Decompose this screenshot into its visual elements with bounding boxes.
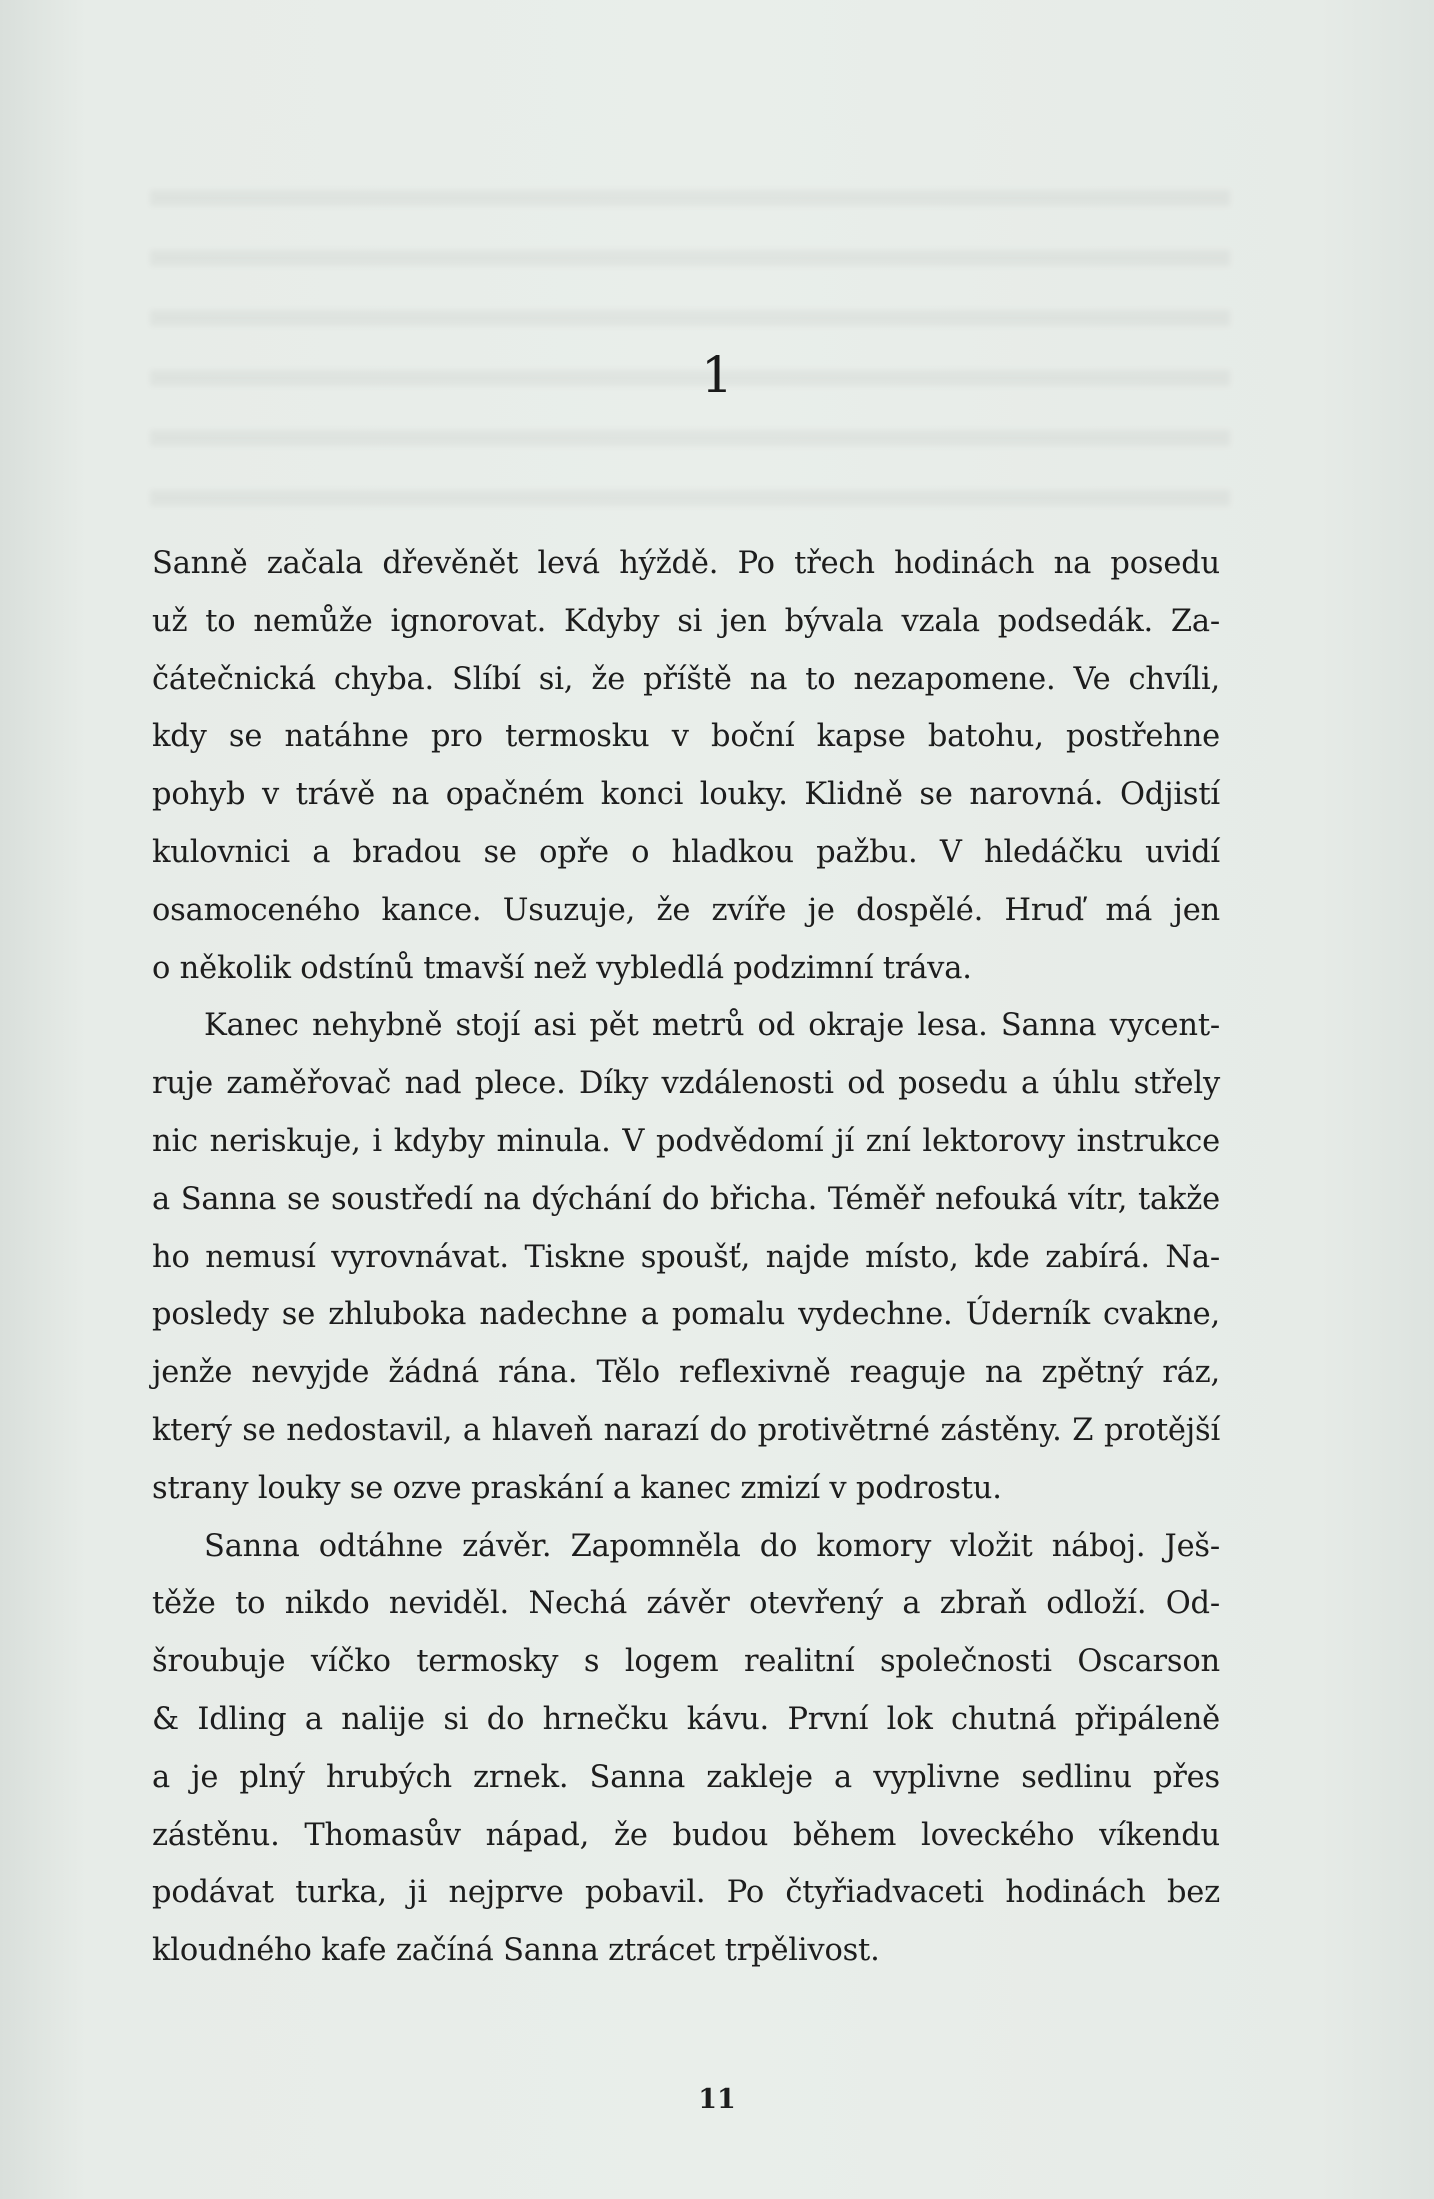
text-line: kdy se natáhne pro termosku v boční kapse batohu, postřehne — [152, 719, 1220, 755]
text-line: o několik odstínů tmavší než vybledlá podzimní tráva. — [152, 950, 972, 986]
paragraph — [152, 535, 1220, 997]
text-line: ruje zaměřovač nad plece. Díky vzdálenosti od posedu a úhlu střely — [152, 1066, 1220, 1102]
text-line: ho nemusí vyrovnávat. Tiskne spoušť, najde místo, kde zabírá. Na- — [152, 1239, 1220, 1275]
text-line: jenže nevyjde žádná rána. Tělo reflexivně reaguje na zpětný ráz, — [152, 1355, 1220, 1391]
body-text — [152, 535, 1220, 1980]
text-line: nic neriskuje, i kdyby minula. V podvědomí jí zní lektorovy instrukce — [152, 1123, 1220, 1159]
chapter-number: 1 — [701, 346, 733, 404]
text-line: Sanně začala dřevěnět levá hýždě. Po třech hodinách na posedu — [152, 546, 1220, 581]
paragraph — [152, 1518, 1220, 1980]
text-line: a je plný hrubých zrnek. Sanna zakleje a vyplivne sedlinu přes — [152, 1759, 1220, 1795]
text-line: & Idling a nalije si do hrnečku kávu. První lok chutná připáleně — [152, 1701, 1220, 1737]
text-line: podávat turka, ji nejprve pobavil. Po čtyřiadvaceti hodinách bez — [152, 1875, 1220, 1911]
text-line: a Sanna se soustředí na dýchání do břicha. Téměř nefouká vítr, takže — [152, 1181, 1220, 1217]
text-line: už to nemůže ignorovat. Kdyby si jen bývala vzala podsedák. Za- — [152, 603, 1220, 639]
text-line: šroubuje víčko termosky s logem realitní společnosti Oscarson — [152, 1644, 1220, 1680]
text-line: zástěnu. Thomasův nápad, že budou během loveckého víkendu — [152, 1817, 1220, 1853]
text-line: osamoceného kance. Usuzuje, že zvíře je dospělé. Hruď má jen — [152, 892, 1220, 928]
text-line: posledy se zhluboka nadechne a pomalu vydechne. Úderník cvakne, — [152, 1297, 1220, 1333]
text-line: strany louky se ozve praskání a kanec zmizí v podrostu. — [152, 1470, 1002, 1506]
text-line: Sanna odtáhne závěr. Zapomněla do komory vložit náboj. Ješ- — [204, 1528, 1220, 1564]
text-line: který se nedostavil, a hlaveň narazí do protivětrné zástěny. Z protější — [152, 1412, 1220, 1448]
text-line: pohyb v trávě na opačném konci louky. Klidně se narovná. Odjistí — [152, 777, 1220, 813]
text-line: kloudného kafe začíná Sanna ztrácet trpělivost. — [152, 1933, 880, 1969]
paragraph — [152, 997, 1220, 1517]
text-line: kulovnici a bradou se opře o hladkou pažbu. V hledáčku uvidí — [152, 834, 1220, 870]
text-line: těže to nikdo neviděl. Nechá závěr otevřený a zbraň odloží. Od- — [152, 1586, 1220, 1622]
page-number: 11 — [698, 2084, 736, 2115]
text-line: čátečnická chyba. Slíbí si, že příště na to nezapomene. Ve chvíli, — [152, 661, 1220, 697]
text-line: Kanec nehybně stojí asi pět metrů od okraje lesa. Sanna vycent- — [204, 1008, 1220, 1044]
